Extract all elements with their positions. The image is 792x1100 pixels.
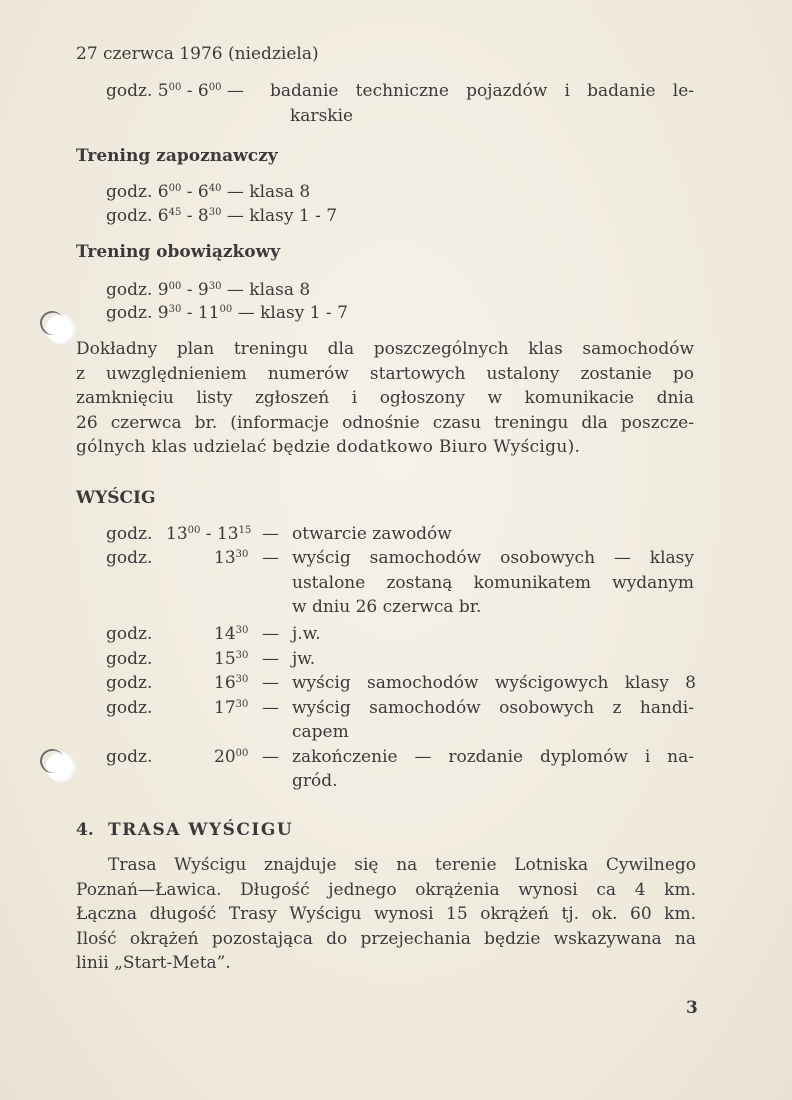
heading-trening-zapoznawczy: Trening zapoznawczy: [76, 146, 278, 166]
race-row-godz: godz.: [106, 548, 153, 568]
punch-hole-top: [46, 314, 76, 344]
race-row-text: j.w.: [292, 624, 321, 644]
race-row-text: w dniu 26 czerwca br.: [292, 597, 482, 617]
race-row-godz: godz.: [106, 624, 153, 644]
race-row-time: $15^{30}$: [214, 649, 249, 669]
race-row-time: $14^{30}$: [214, 624, 249, 644]
race-row-godz: godz.: [106, 698, 153, 718]
tech-text-line2: karskie: [290, 106, 354, 126]
schedule-row: godz. $9^{30} - 11^{00}$ — klasy 1 - 7: [106, 303, 348, 323]
race-row-godz: godz.: [106, 524, 153, 544]
race-row-time: $17^{30}$: [214, 698, 249, 718]
heading-trasa-wyscigu: TRASA WYŚCIGU: [108, 820, 294, 840]
race-row-godz: godz.: [106, 673, 153, 693]
race-row-text: jw.: [292, 649, 316, 669]
race-row-text: ustalone zostaną komunikatem wydanym: [292, 573, 694, 593]
schedule-row: godz. $6^{45} - 8^{30}$ — klasy 1 - 7: [106, 206, 338, 226]
race-row-text: wyścig samochodów osobowych — klasy: [292, 548, 694, 568]
race-row-dash: —: [262, 747, 279, 767]
race-row-text: gród.: [292, 771, 338, 791]
race-row-time: $16^{30}$: [214, 673, 249, 693]
date-line: 27 czerwca 1976 (niedziela): [76, 44, 319, 64]
schedule-row: godz. $9^{00} - 9^{30}$ — klasa 8: [106, 280, 311, 300]
race-row-dash: —: [262, 698, 279, 718]
race-row-time: $13^{00} - 13^{15}$: [166, 524, 252, 544]
race-row-dash: —: [262, 524, 279, 544]
race-row-text: otwarcie zawodów: [292, 524, 452, 544]
race-row-dash: —: [262, 548, 279, 568]
heading-trening-obowiazkowy: Trening obowiązkowy: [76, 242, 281, 262]
route-paragraph: Trasa Wyścigu znajduje się na terenie Lotniska Cywilnego Poznań—Ławica. Długość jednego okrążenia wynosi ca 4 km. Łączna długość Trasy Wyścigu wynosi 15 okrążeń tj. ok. 60 km. Ilość okrążeń pozostająca do przejechania będzie wskazywana na linii „Start-Meta”.: [76, 855, 696, 973]
race-row-text: wyścig samochodów osobowych z handi-: [292, 698, 694, 718]
race-row-dash: —: [262, 673, 279, 693]
punch-hole-bottom: [46, 752, 76, 782]
race-row-dash: —: [262, 624, 279, 644]
race-row-dash: —: [262, 649, 279, 669]
tech-text-line1: badanie techniczne pojazdów i badanie le-: [270, 81, 694, 101]
race-row-godz: godz.: [106, 747, 153, 767]
training-plan-paragraph: Dokładny plan treningu dla poszczególnych klas samochodów z uwzględnieniem numerów startowych ustalony zostanie po zamknięciu listy zgłoszeń i ogłoszony w komunikacie dnia 26 czerwca br. (informacje odnośnie czasu treningu dla poszcze- gólnych klas udzielać będzie dodatkowo Biuro Wyścigu).: [76, 339, 694, 457]
race-row-godz: godz.: [106, 649, 153, 669]
heading-wyscig: WYŚCIG: [76, 488, 156, 508]
section-number: 4.: [76, 820, 94, 840]
page-number: 3: [686, 998, 698, 1018]
race-row-time: $20^{00}$: [214, 747, 249, 767]
race-row-text: capem: [292, 722, 349, 742]
race-row-time: $13^{30}$: [214, 548, 249, 568]
race-row-text: wyścig samochodów wyścigowych klasy 8: [292, 673, 696, 693]
schedule-row-tech: godz. $5^{00} - 6^{00}$ —: [106, 81, 244, 101]
schedule-row: godz. $6^{00} - 6^{40}$ — klasa 8: [106, 182, 311, 202]
race-row-text: zakończenie — rozdanie dyplomów i na-: [292, 747, 694, 767]
